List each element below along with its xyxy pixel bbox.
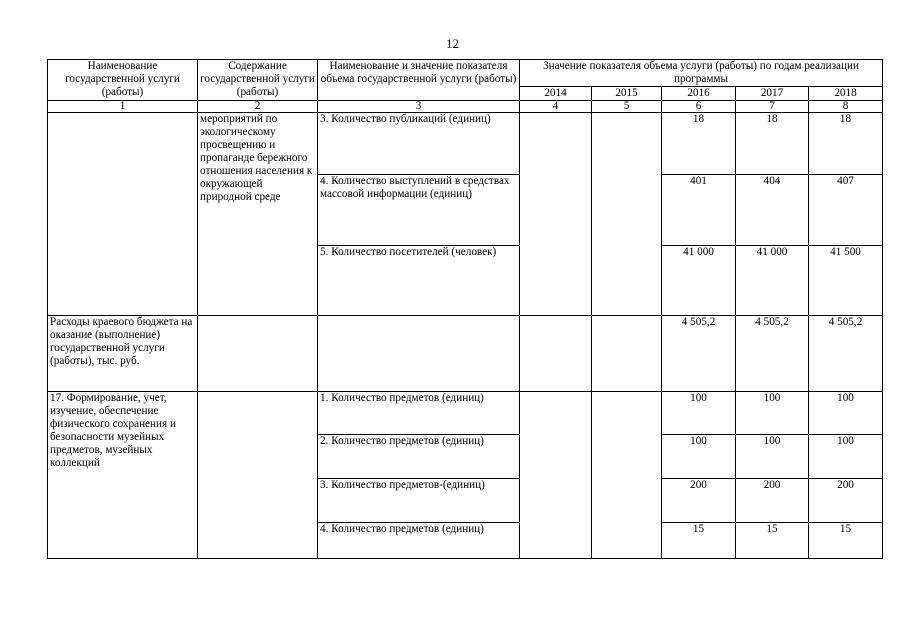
value-2014 [520, 392, 592, 559]
value-2018: 15 [809, 523, 883, 559]
page-number: 12 [446, 36, 459, 51]
header-year-2017: 2017 [736, 87, 809, 101]
indicator-cell: 1. Количество предметов (единиц) [318, 392, 520, 435]
expenses-label: Расходы краевого бюджета на оказание (выполнение) государственной услуги (работы), тыс. руб. [48, 316, 198, 392]
header-years-group: Значение показателя объема услуги (работы) по годам реализации программы [520, 60, 883, 87]
expenses-2016: 4 505,2 [662, 316, 736, 392]
table-row [48, 113, 883, 175]
program-table [47, 59, 883, 559]
expenses-2017: 4 505,2 [736, 316, 809, 392]
value-2018: 100 [809, 392, 883, 435]
value-2017: 100 [736, 435, 809, 479]
empty-cell [520, 316, 592, 392]
value-2016: 100 [662, 392, 736, 435]
header-year-2016: 2016 [662, 87, 736, 101]
table-row [48, 392, 883, 435]
value-2017: 200 [736, 479, 809, 523]
value-2018: 407 [809, 175, 883, 246]
header-year-2018: 2018 [809, 87, 883, 101]
value-2016: 15 [662, 523, 736, 559]
col-number: 3 [318, 101, 520, 113]
empty-cell [318, 316, 520, 392]
header-year-2014: 2014 [520, 87, 592, 101]
service-content-cell [198, 392, 318, 559]
value-2018: 41 500 [809, 246, 883, 316]
col-number: 5 [592, 101, 662, 113]
value-2014 [520, 113, 592, 316]
col-number: 7 [736, 101, 809, 113]
value-2017: 41 000 [736, 246, 809, 316]
value-2017: 15 [736, 523, 809, 559]
value-2016: 41 000 [662, 246, 736, 316]
service-name-cell [48, 113, 198, 316]
expenses-2018: 4 505,2 [809, 316, 883, 392]
indicator-cell: 2. Количество предметов (единиц) [318, 435, 520, 479]
col-number: 1 [48, 101, 198, 113]
header-service-name: Наименование государственной услуги (работы) [48, 60, 198, 101]
col-number: 8 [809, 101, 883, 113]
empty-cell [592, 316, 662, 392]
value-2015 [592, 113, 662, 316]
header-year-2015: 2015 [592, 87, 662, 101]
value-2017: 404 [736, 175, 809, 246]
col-number: 2 [198, 101, 318, 113]
indicator-cell: 5. Количество посетителей (человек) [318, 246, 520, 316]
header-indicator: Наименование и значение показателя объема государственной услуги (работы) [318, 60, 520, 101]
col-number: 4 [520, 101, 592, 113]
indicator-cell: 3. Количество публикаций (единиц) [318, 113, 520, 175]
col-number: 6 [662, 101, 736, 113]
value-2016: 18 [662, 113, 736, 175]
value-2016: 401 [662, 175, 736, 246]
indicator-cell: 3. Количество предметов-(единиц) [318, 479, 520, 523]
value-2018: 18 [809, 113, 883, 175]
indicator-cell: 4. Количество выступлений в средствах массовой информации (единиц) [318, 175, 520, 246]
value-2018: 200 [809, 479, 883, 523]
value-2017: 18 [736, 113, 809, 175]
header-service-content: Содержание государственной услуги (работы) [198, 60, 318, 101]
empty-cell [198, 316, 318, 392]
value-2016: 100 [662, 435, 736, 479]
value-2016: 200 [662, 479, 736, 523]
value-2017: 100 [736, 392, 809, 435]
value-2015 [592, 392, 662, 559]
expenses-row [48, 316, 883, 392]
service-content-cell: мероприятий по экологическому просвещению и пропаганде бережного отношения населения к окружающей природной среде [198, 113, 318, 316]
column-number-row [48, 101, 883, 113]
indicator-cell: 4. Количество предметов (единиц) [318, 523, 520, 559]
service-name-cell: 17. Формирование, учет, изучение, обеспечение физического сохранения и безопасности музейных предметов, музейных коллекций [48, 392, 198, 559]
value-2018: 100 [809, 435, 883, 479]
